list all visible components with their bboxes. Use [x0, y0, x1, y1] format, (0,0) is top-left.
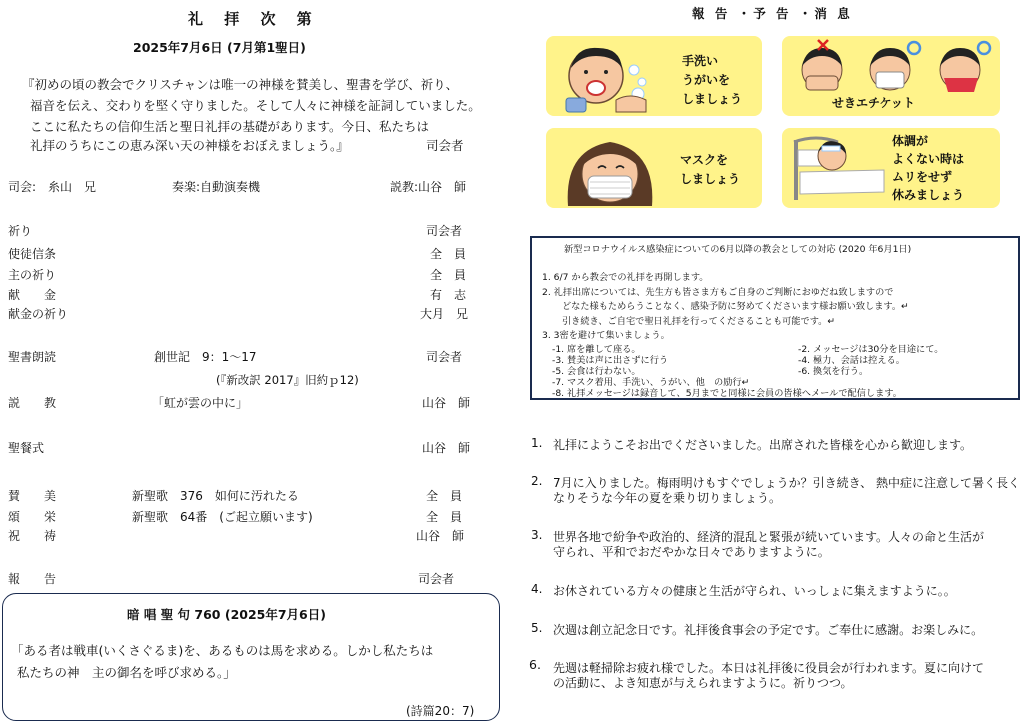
notice-line: 2. 礼拝出席については、先生方も皆さま方もご自身のご判断におゆだね致しますので — [542, 287, 894, 298]
news-text: の活動に、よき知恵が与えられますように。祈りつつ。 — [553, 676, 853, 690]
item-person: 有 志 — [430, 288, 467, 302]
sick-in-bed-illustration-icon — [788, 132, 888, 206]
notice-sub-item: -3. 賛美は声に出さずに行う — [552, 355, 669, 366]
card-caption: ムリをせず — [892, 170, 953, 184]
notice-line: 3. 3密を避けて集いましょう。 — [542, 330, 670, 341]
card-handwash — [546, 36, 762, 116]
notice-line: 1. 6/7 から教会での礼拝を再開します。 — [542, 272, 709, 283]
item-label: 主の祈り — [8, 268, 57, 282]
item-person: 司会者 — [426, 350, 463, 364]
notice-sub-item: -4. 極力、会話は控える。 — [798, 355, 905, 366]
news-num: 6. — [529, 657, 541, 672]
intro-line-1: 『初めの頃の教会でクリスチャンは唯一の神様を賛美し、聖書を学び、祈り、 — [22, 77, 459, 92]
notice-sub-item: -2. メッセージは30分を目途にて。 — [798, 344, 944, 355]
item-label: 祝 祷 — [8, 529, 57, 543]
service-date: 2025年7月6日 (7月第1聖日) — [133, 40, 306, 55]
notice-line: どなた様もためらうことなく、感染予防に努めてくださいます様お願い致します。↵ — [562, 301, 909, 312]
item-label: 祈り — [8, 224, 33, 238]
item-person: 司会者 — [426, 224, 463, 238]
card-caption: マスクを — [680, 153, 729, 167]
news-text: 次週は創立記念日です。礼拝後食事会の予定です。ご奉仕に感謝。お楽しみに。 — [553, 623, 984, 637]
card-caption: しましょう — [680, 172, 741, 186]
card-caption: 休みましょう — [892, 188, 965, 202]
news-text: 先週は軽掃除お疲れ様でした。本日は礼拝後に役員会が行われます。夏に向けて — [553, 661, 985, 675]
item-person: 司会者 — [418, 572, 455, 586]
news-num: 3. — [531, 528, 543, 542]
verse-line-2: 私たちの神 主の御名を呼び求める。」 — [17, 665, 236, 680]
intro-by: 司会者 — [426, 138, 464, 153]
role-preacher: 説教:山谷 師 — [390, 180, 467, 194]
news-num: 5. — [531, 621, 543, 635]
order-title: 礼 拝 次 第 — [188, 10, 320, 28]
scripture-ref: (『新改訳 2017』旧約ｐ12) — [216, 373, 359, 387]
item-person: 全 員 — [430, 268, 467, 282]
notice-heading: 新型コロナウイルス感染症についての6月以降の教会としての対応 (2020 年6月1日) — [564, 244, 912, 255]
item-label: 頌 栄 — [8, 510, 57, 524]
intro-line-3: ここに私たちの信仰生活と聖日礼拝の基礎があります。今日、私たちは — [30, 119, 430, 134]
card-caption: 体調が — [892, 134, 929, 148]
covid-notice-box — [530, 236, 1020, 400]
item-detail: 新聖歌 64番 (ご起立願います) — [132, 510, 313, 524]
card-mask — [546, 128, 762, 208]
notice-sub-item: -5. 会食は行わない。 — [552, 366, 641, 377]
item-label: 献金の祈り — [8, 307, 69, 321]
sermon-title: 「虹が雲の中に」 — [152, 396, 249, 410]
item-label: 賛 美 — [8, 489, 57, 503]
notice-sub-item: -1. 席を離して座る。 — [552, 344, 641, 355]
news-title: 報 告 ・予 告 ・消 息 — [692, 6, 853, 21]
news-text: 世界各地で紛争や政治的、経済的混乱と緊張が続いています。人々の命と生活が — [553, 530, 985, 544]
card-rest — [782, 128, 1000, 208]
item-detail: 創世記 9：1～17 — [154, 350, 257, 364]
item-label: 献 金 — [8, 288, 57, 302]
item-person: 大月 兄 — [420, 307, 469, 321]
news-text: 礼拝にようこそお出でくださいました。出席された皆様を心から歓迎します。 — [553, 438, 973, 452]
intro-line-2: 福音を伝え、交わりを堅く守りました。そして人々に神様を証詞していました。 — [30, 98, 481, 113]
handwash-illustration-icon — [554, 40, 654, 114]
verse-title: 暗 唱 聖 句 760 (2025年7月6日) — [127, 607, 326, 622]
item-person: 山谷 師 — [416, 529, 465, 543]
news-text: なりそうな今年の夏を乗り切りましょう。 — [553, 491, 782, 505]
item-person: 全 員 — [426, 510, 463, 524]
card-caption: よくない時は — [892, 152, 965, 166]
item-label: 聖書朗読 — [8, 350, 57, 364]
item-person: 全 員 — [430, 247, 467, 261]
verse-ref: (詩篇20：7) — [406, 704, 475, 718]
verse-line-1: 「ある者は戦車(いくさぐるま)を、あるものは馬を求める。しかし私たちは — [11, 643, 434, 658]
card-caption: うがいを — [682, 73, 731, 87]
notice-sub-item: -8. 礼拝メッセージは録音して、5月までと同様に会員の皆様へメールで配信します。 — [552, 388, 902, 399]
mask-illustration-icon — [560, 130, 660, 208]
news-text: 7月に入りました。梅雨明けもすぐでしょうか？引き続き、 熱中症に注意して暑く長く — [553, 476, 1020, 490]
news-text: 守られ、平和でおだやかな日々でありますように。 — [553, 545, 830, 559]
news-text: お休されている方々の健康と生活が守られ、いっしょに集えますように。。 — [553, 584, 956, 598]
cough-etiquette-illustration-icon — [788, 38, 994, 96]
news-num: 2. — [531, 474, 543, 488]
item-person: 山谷 師 — [422, 396, 471, 410]
item-label: 聖餐式 — [8, 441, 45, 455]
memory-verse-box — [2, 593, 500, 721]
role-host: 司会: 糸山 兄 — [8, 180, 97, 194]
news-num: 4. — [531, 582, 543, 596]
notice-line: 引き続き、ご自宅で聖日礼拝を行ってくださることも可能です。↵ — [562, 316, 836, 327]
intro-line-4: 礼拝のうちにこの恵み深い天の神様をおぼえましょう。』 — [30, 138, 349, 153]
notice-sub-item: -7. マスク着用、手洗い、うがい、他 の励行↵ — [552, 377, 750, 388]
item-detail: 新聖歌 376 如何に汚れたる — [132, 489, 299, 503]
card-caption: せきエチケット — [832, 96, 915, 110]
news-num: 1. — [531, 436, 543, 450]
item-label: 説 教 — [8, 396, 57, 410]
item-person: 全 員 — [426, 489, 463, 503]
item-label: 使徒信条 — [8, 247, 57, 261]
item-person: 山谷 師 — [422, 441, 471, 455]
card-cough-etiquette — [782, 36, 1000, 116]
card-caption: しましょう — [682, 92, 743, 106]
card-caption: 手洗い — [682, 54, 719, 68]
item-label: 報 告 — [8, 572, 57, 586]
notice-sub-item: -6. 換気を行う。 — [798, 366, 869, 377]
role-music: 奏楽:自動演奏機 — [172, 180, 261, 194]
